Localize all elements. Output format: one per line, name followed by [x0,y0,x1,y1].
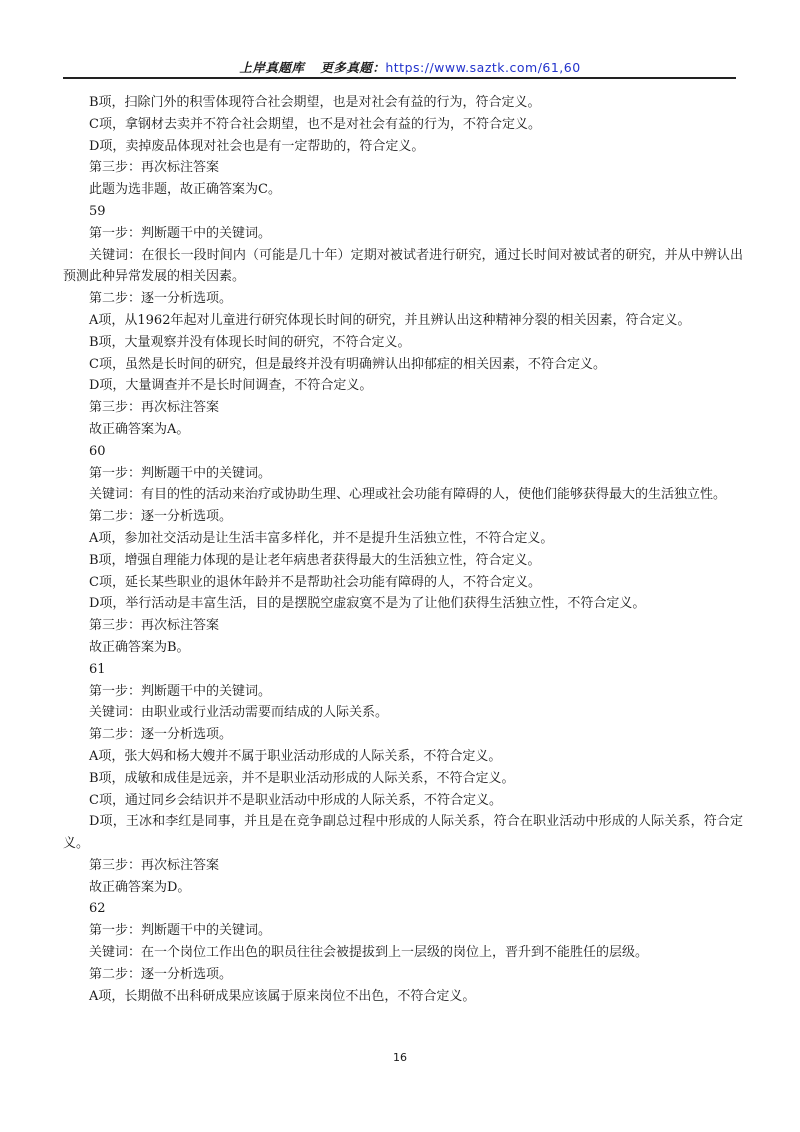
text-line: C项，虽然是长时间的研究，但是最终并没有明确辨认出抑郁症的相关因素，不符合定义。 [89,356,606,372]
text-line: 故正确答案为D。 [89,879,191,895]
text-line: 第二步：逐一分析选项。 [89,966,233,982]
text-line: D项，大量调查并不是长时间调查，不符合定义。 [89,378,373,394]
text-line: 关键词：在一个岗位工作出色的职员往往会被提拔到上一层级的岗位上，晋升到不能胜任的层级。 [89,945,649,961]
text-line: 第三步：再次标注答案 [89,160,220,176]
header-divider [63,77,736,79]
text-line: 关键词：有目的性的活动来治疗或协助生理、心理或社会功能有障碍的人，使他们能够获得最大的生活独立性。 [89,487,727,503]
text-line: A项，张大妈和杨大嫂并不属于职业活动形成的人际关系，不符合定义。 [89,748,502,764]
page-number: 16 [393,1051,407,1064]
text-line: 第二步：逐一分析选项。 [89,509,233,525]
question-number: 59 [89,203,106,219]
text-line: B项，扫除门外的积雪体现符合社会期望，也是对社会有益的行为，符合定义。 [89,95,541,110]
question-number: 60 [89,443,106,459]
page-header [90,58,730,78]
text-line: 第三步：再次标注答案 [89,857,220,873]
text-line: 此题为选非题，故正确答案为C。 [89,182,281,198]
question-number: 61 [89,661,106,677]
text-line: A项，长期做不出科研成果应该属于原来岗位不出色，不符合定义。 [89,988,476,1004]
text-line: 第一步：判断题干中的关键词。 [89,225,272,241]
question-number: 62 [89,901,106,917]
site-name: 上岸真题库 [239,60,305,75]
text-line: C项，延长某些职业的退休年龄并不是帮助社会功能有障碍的人，不符合定义。 [89,574,541,590]
text-line: B项，增强自理能力体现的是让老年病患者获得最大的生活独立性，符合定义。 [89,552,541,568]
text-line: B项，成敏和成佳是远亲，并不是职业活动形成的人际关系，不符合定义。 [89,770,515,786]
text-line: D项，王冰和李红是同事，并且是在竞争副总过程中形成的人际关系，符合在职业活动中形成的人际关系，符合定义。 [63,814,743,852]
text-line: 第二步：逐一分析选项。 [89,727,233,743]
text-line: 故正确答案为B。 [89,639,190,655]
more-questions-label: 更多真题： [320,60,386,75]
text-line: 第一步：判断题干中的关键词。 [89,465,272,481]
text-line: 关键词：在很长一段时间内（可能是几十年）定期对被试者进行研究，通过长时间对被试者的研究，并从中辨认出预测此种异常发展的相关因素。 [63,247,743,285]
text-line: 第三步：再次标注答案 [89,400,220,416]
site-url-link[interactable]: https://www.saztk.com/61,60 [385,60,581,75]
text-line: 第一步：判断题干中的关键词。 [89,683,272,699]
text-line: D项，举行活动是丰富生活，目的是摆脱空虚寂寞不是为了让他们获得生活独立性，不符合定义。 [89,596,646,612]
text-line: B项，大量观察并没有体现长时间的研究，不符合定义。 [89,334,411,350]
text-line: 第三步：再次标注答案 [89,618,220,634]
document-body [63,92,743,1007]
text-line: A项，参加社交活动是让生活丰富多样化，并不是提升生活独立性，不符合定义。 [89,530,554,546]
text-line: C项，拿钢材去卖并不符合社会期望，也不是对社会有益的行为，不符合定义。 [89,116,541,132]
text-line: 第一步：判断题干中的关键词。 [89,923,272,939]
text-line: A项，从1962年起对儿童进行研究体现长时间的研究，并且辨认出这种精神分裂的相关因素，符合定义。 [89,312,691,328]
text-line: C项，通过同乡会结识并不是职业活动中形成的人际关系，不符合定义。 [89,792,502,808]
text-line: 故正确答案为A。 [89,421,190,437]
text-line: 第二步：逐一分析选项。 [89,291,233,307]
text-line: 关键词：由职业或行业活动需要而结成的人际关系。 [89,705,389,721]
text-line: D项，卖掉废品体现对社会也是有一定帮助的，符合定义。 [89,138,425,154]
